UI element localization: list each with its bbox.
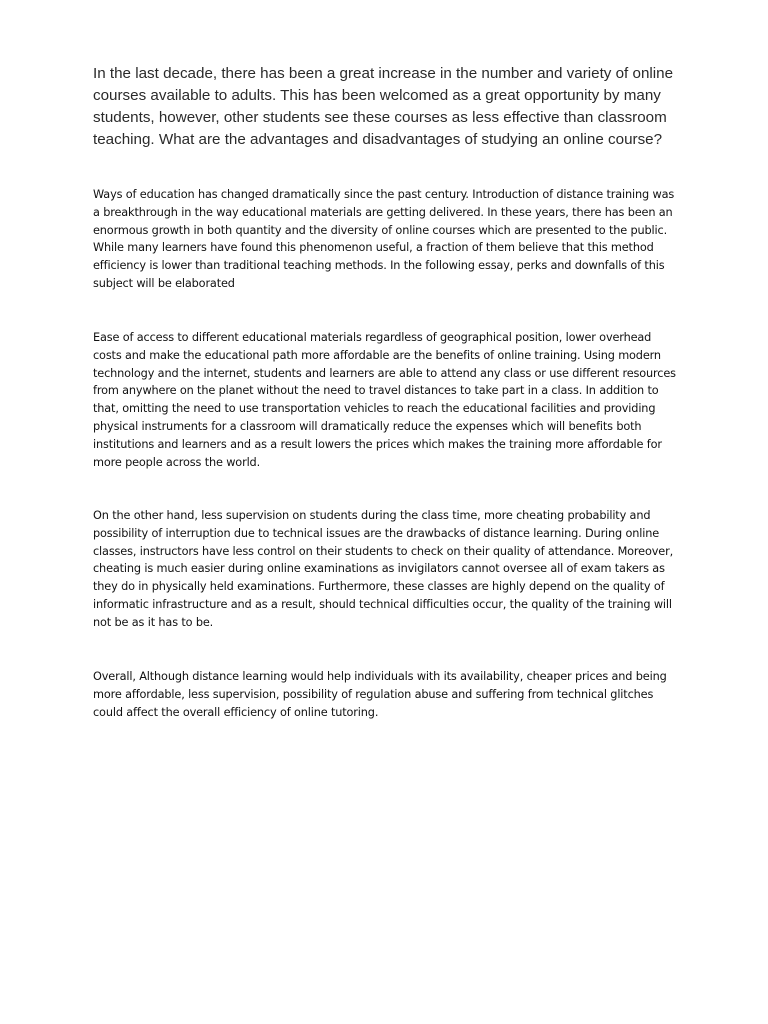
essay-paragraph-disadvantages: On the other hand, less supervision on students during the class time, more cheating probability and possibility of interruption due to technical issues are the drawbacks of distance learning. During online classes, instructors have less control on their students to check on their quality of attendance. Moreover, cheating is much easier during online examinations as invigilators cannot oversee all of exam takers as they do in physically held examinations. Furthermore, these classes are highly depend on the quality of informatic infrastructure and as a result, should technical difficulties occur, the quality of the training will not be as it has to be.: [93, 509, 674, 629]
essay-paragraph-conclusion: Overall, Although distance learning would help individuals with its availability, cheaper prices and being more affordable, less supervision, possibility of regulation abuse and suffering from technical glitches could affect the overall efficiency of online tutoring.: [93, 670, 667, 719]
essay-prompt: In the last decade, there has been a great increase in the number and variety of online courses available to adults. This has been welcomed as a great opportunity by many students, however, other students see these courses as less effective than classroom teaching. What are the advantages and disadvantages of studying an online course?: [93, 65, 674, 148]
essay-paragraph-advantages: Ease of access to different educational materials regardless of geographical position, lower overhead costs and make the educational path more affordable are the benefits of online training. Using modern technology and the internet, students and learners are able to attend any class or use different resources from anywhere on the planet without the need to travel distances to take part in a class. In addition to that, omitting the need to use transportation vehicles to reach the educational facilities and providing physical instruments for a classroom will dramatically reduce the expenses which will benefits both institutions and learners and as a result lowers the prices which makes the training more affordable for more people across the world.: [93, 331, 676, 469]
essay-paragraph-introduction: Ways of education has changed dramatically since the past century. Introduction of distance training was a breakthrough in the way educational materials are getting delivered. In these years, there has been an enormous growth in both quantity and the diversity of online courses which are presented to the public. While many learners have found this phenomenon useful, a fraction of them believe that this method efficiency is lower than traditional teaching methods. In the following essay, perks and downfalls of this subject will be elaborated: [93, 188, 675, 290]
